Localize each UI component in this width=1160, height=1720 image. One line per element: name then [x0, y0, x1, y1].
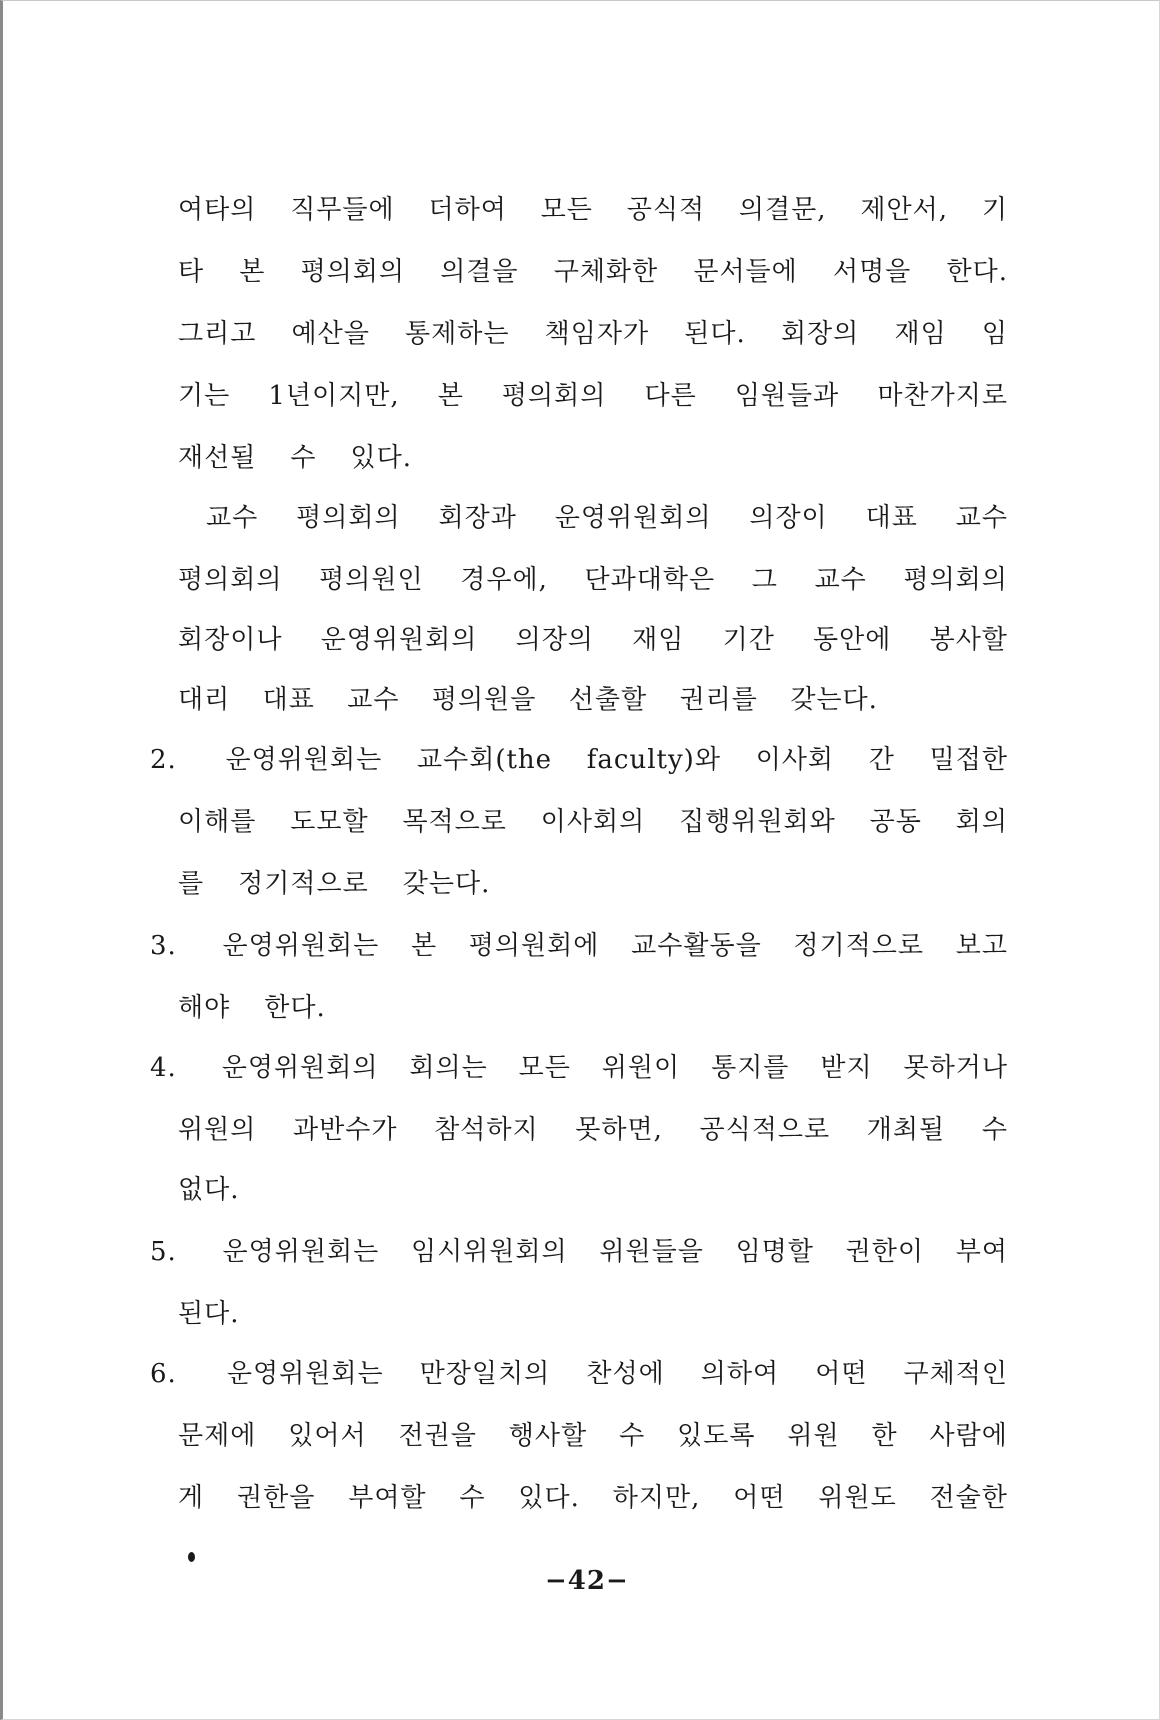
word: 의하여 — [700, 1359, 780, 1389]
word: 공식적 — [626, 195, 706, 225]
word: 예산을 — [291, 319, 370, 349]
word: 여타의 — [178, 195, 257, 225]
word: 이사회의 — [540, 807, 646, 837]
word: 운영위원회는 — [222, 1237, 380, 1267]
word: 기간 — [722, 625, 775, 655]
word: 임원들과 — [734, 381, 840, 411]
word: 한다. — [946, 257, 1008, 287]
word: 수 — [981, 1115, 1008, 1145]
word: 임명할 — [735, 1237, 814, 1267]
word: 전권을 — [398, 1421, 477, 1451]
word: 수 — [290, 443, 317, 473]
list-item-2-line-3 — [178, 868, 490, 900]
word: 선출할 — [568, 685, 648, 715]
word: 재선될 — [178, 443, 257, 473]
item-number: 5. — [150, 1237, 177, 1267]
text-line-4 — [178, 380, 1008, 412]
word: 1년이지만, — [268, 381, 400, 411]
word: 목적으로 — [402, 807, 507, 837]
word: 밀접한 — [929, 745, 1008, 775]
word: 이해를 — [178, 807, 257, 837]
word: 통제하는 — [405, 319, 510, 349]
word: 평의원을 — [431, 685, 537, 715]
word: 의장이 — [749, 503, 828, 533]
word: 타 — [178, 257, 205, 287]
word: 위원의 — [178, 1115, 257, 1145]
word: 구체적인 — [903, 1359, 1008, 1389]
word: 평의회의 — [300, 257, 406, 287]
list-item-5-line-2 — [178, 1298, 240, 1330]
word: 대리 — [178, 685, 231, 715]
word: 직무들에 — [290, 195, 395, 225]
word: 회장이나 — [178, 625, 283, 655]
word: 정기적으로 — [793, 931, 925, 961]
list-item-4-line-2 — [178, 1114, 1008, 1146]
word: 있도록 — [677, 1421, 756, 1451]
word: 운영위원회의 — [554, 503, 712, 533]
word: 간 — [868, 745, 895, 775]
list-item-2-line-2 — [178, 806, 1008, 838]
list-item-6-line-2 — [178, 1420, 1008, 1452]
word: 대표 — [865, 503, 918, 533]
word: 더하여 — [428, 195, 507, 225]
word: 공동 — [869, 807, 922, 837]
word: 대표 — [262, 685, 315, 715]
word: 본 — [437, 381, 464, 411]
word: 그 — [751, 565, 778, 595]
text-line-8 — [178, 624, 1008, 656]
word: 게 — [178, 1483, 205, 1513]
text-line-2 — [178, 256, 1008, 288]
word: 개최될 — [866, 1115, 946, 1145]
word: 그리고 — [178, 319, 257, 349]
word: 운영위원회는 — [222, 931, 380, 961]
word: 도모할 — [290, 807, 369, 837]
word: 있다. — [350, 443, 412, 473]
word: 단과대학은 — [584, 565, 716, 595]
ink-dot — [188, 1552, 195, 1562]
word: 임시위원회의 — [410, 1237, 568, 1267]
list-item-4-line-1 — [150, 1052, 1008, 1084]
word: 의결문, — [738, 195, 827, 225]
word: 본 — [410, 931, 438, 961]
word: 평의원회에 — [468, 931, 600, 961]
word: 없다. — [178, 1175, 240, 1205]
list-item-4-line-3 — [178, 1174, 240, 1206]
text-line-7 — [178, 564, 1008, 596]
list-item-3-line-1 — [150, 930, 1008, 962]
word: 이사회 — [755, 745, 835, 775]
word: 평의회의 — [501, 381, 607, 411]
word: 회의는 — [409, 1053, 488, 1083]
word: 회장과 — [438, 503, 517, 533]
word: 된다. — [684, 319, 746, 349]
word: 문제에 — [178, 1421, 257, 1451]
word: 과반수가 — [293, 1115, 398, 1145]
word: 공식적으로 — [699, 1115, 831, 1145]
word: 서명을 — [832, 257, 912, 287]
word: 위원이 — [601, 1053, 681, 1083]
word: 동안에 — [813, 625, 892, 655]
word: 교수활동을 — [631, 931, 762, 961]
word: 수 — [619, 1421, 646, 1451]
word: 제안서, — [860, 195, 948, 225]
word: 행사할 — [508, 1421, 588, 1451]
word: 해야 — [178, 993, 231, 1023]
word: 교수 — [955, 503, 1008, 533]
word: 모든 — [518, 1053, 571, 1083]
text-line-1 — [178, 194, 1008, 226]
word: 부여 — [955, 1237, 1008, 1267]
list-item-5-line-1 — [150, 1236, 1008, 1268]
word: 위원 — [787, 1421, 840, 1451]
word: 못하면, — [575, 1115, 663, 1145]
word: 운영위원회는 — [225, 745, 383, 775]
word: 어떤 — [815, 1359, 868, 1389]
word: 권리를 — [679, 685, 758, 715]
word: 받지 — [820, 1053, 873, 1083]
text-line-6 — [206, 502, 1008, 534]
word: 전술한 — [929, 1483, 1008, 1513]
word: 집행위원회와 — [679, 807, 836, 837]
word: faculty)와 — [586, 745, 721, 775]
word: 통지를 — [711, 1053, 790, 1083]
word: 어떤 — [733, 1483, 786, 1513]
word: 위원들을 — [599, 1237, 704, 1267]
word: 문서들에 — [693, 257, 798, 287]
word: 운영위원회의 — [320, 625, 478, 655]
word: 사람에 — [929, 1421, 1008, 1451]
word: 책임자가 — [544, 319, 650, 349]
word: 참석하지 — [434, 1115, 539, 1145]
list-item-2-line-1 — [150, 744, 1008, 776]
word: 운영위원회는 — [226, 1359, 384, 1389]
word: 찬성에 — [586, 1359, 665, 1389]
word: 교수회(the — [416, 745, 553, 775]
word: 의결을 — [440, 257, 519, 287]
word: 구체화한 — [553, 257, 659, 287]
page-number: −42− — [545, 1566, 629, 1596]
item-number: 2. — [150, 745, 177, 775]
word: 본 — [239, 257, 266, 287]
list-item-6-line-1 — [150, 1358, 1008, 1390]
word: 회장의 — [780, 319, 860, 349]
word: 있어서 — [288, 1421, 367, 1451]
word: 하지만, — [612, 1483, 701, 1513]
item-number: 3. — [150, 931, 177, 961]
list-item-6-line-3 — [178, 1482, 1008, 1514]
word: 부여할 — [348, 1483, 427, 1513]
list-item-3-line-2 — [178, 992, 326, 1024]
text-line-9 — [178, 684, 878, 716]
word: 한 — [871, 1421, 898, 1451]
word: 정기적으로 — [238, 869, 369, 899]
word: 교수 — [347, 685, 400, 715]
word: 기 — [981, 195, 1008, 225]
word: 회의 — [955, 807, 1008, 837]
word: 운영위원회의 — [221, 1053, 379, 1083]
word: 경우에, — [460, 565, 548, 595]
word: 기는 — [178, 381, 231, 411]
word: 된다. — [178, 1299, 240, 1329]
word: 평의회의 — [296, 503, 401, 533]
word: 위원도 — [818, 1483, 897, 1513]
word: 권한을 — [236, 1483, 316, 1513]
word: 재임 — [632, 625, 685, 655]
word: 봉사할 — [929, 625, 1008, 655]
word: 평의회의 — [178, 565, 283, 595]
word: 임 — [981, 319, 1008, 349]
word: 교수 — [206, 503, 259, 533]
word: 교수 — [814, 565, 867, 595]
word: 못하거나 — [903, 1053, 1008, 1083]
word: 모든 — [540, 195, 593, 225]
item-number: 6. — [150, 1359, 177, 1389]
word: 권한이 — [845, 1237, 924, 1267]
word: 재임 — [894, 319, 947, 349]
text-line-5 — [178, 442, 412, 474]
item-number: 4. — [150, 1053, 177, 1083]
word: 갖는다. — [790, 685, 878, 715]
word: 를 — [178, 869, 205, 899]
word: 있다. — [518, 1483, 580, 1513]
word: 갖는다. — [402, 869, 491, 899]
word: 마찬가지로 — [877, 381, 1008, 411]
word: 보고 — [955, 931, 1008, 961]
word: 다른 — [644, 381, 697, 411]
word: 수 — [459, 1483, 486, 1513]
word: 한다. — [264, 993, 326, 1023]
word: 의장의 — [515, 625, 594, 655]
word: 평의회의 — [903, 565, 1008, 595]
text-line-3 — [178, 318, 1008, 350]
word: 평의원인 — [319, 565, 424, 595]
word: 만장일치의 — [419, 1359, 551, 1389]
